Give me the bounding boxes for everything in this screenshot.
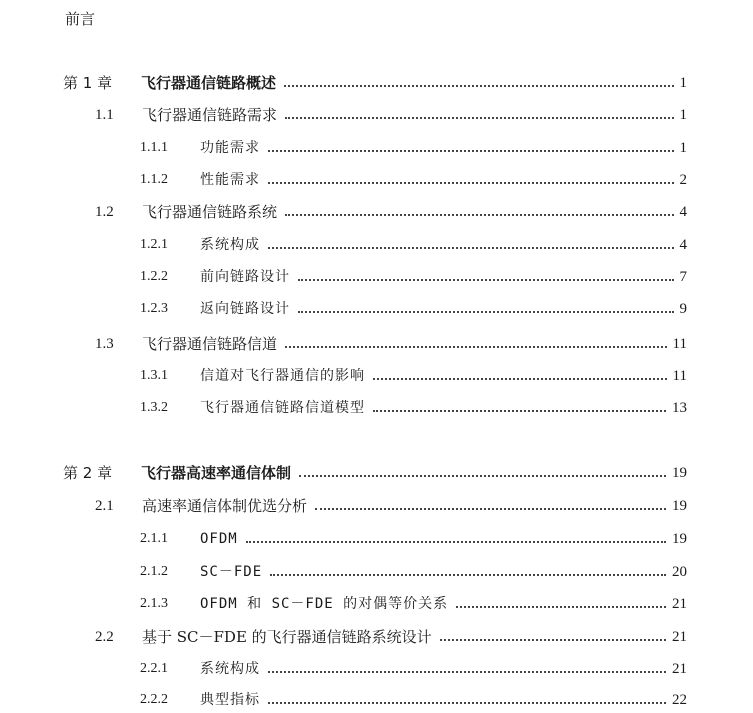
subsection-title: 功能需求	[200, 140, 260, 156]
page-number: 21	[672, 661, 687, 677]
dot-leader	[373, 397, 666, 419]
toc-subsection-2-2-2[interactable]	[140, 689, 687, 711]
subsection-number: 1.2.3	[140, 301, 168, 316]
page-number: 2	[679, 172, 687, 188]
subsection-number: 2.1.2	[140, 564, 168, 579]
page-number: 13	[672, 400, 687, 416]
subsection-number: 2.1.3	[140, 596, 168, 611]
dot-leader	[285, 104, 673, 126]
section-title: 飞行器通信链路系统	[142, 203, 278, 221]
subsection-title: 系统构成	[200, 661, 260, 677]
preface-heading[interactable]: 前言	[65, 10, 96, 28]
subsection-title: 性能需求	[200, 172, 260, 188]
section-title: 高速率通信体制优选分析	[142, 497, 308, 515]
chapter-number: 第 1 章	[63, 74, 113, 92]
subsection-title: OFDM 和 SC－FDE 的对偶等价关系	[200, 596, 449, 612]
page-number: 20	[672, 564, 687, 580]
toc-subsection-2-2-1[interactable]	[140, 658, 687, 680]
section-title: 基于 SC－FDE 的飞行器通信链路系统设计	[142, 628, 432, 646]
section-number: 1.3	[95, 336, 114, 352]
toc-chapter-2[interactable]	[63, 462, 687, 484]
page-number: 19	[672, 531, 687, 547]
dot-leader	[246, 528, 666, 550]
dot-leader	[456, 593, 666, 615]
subsection-title: 飞行器通信链路信道模型	[200, 400, 365, 416]
page-number: 1	[679, 107, 687, 123]
dot-leader	[268, 689, 666, 711]
page-number: 11	[672, 336, 687, 352]
subsection-number: 2.2.2	[140, 692, 168, 707]
dot-leader	[284, 72, 673, 94]
chapter-title: 飞行器通信链路概述	[141, 74, 277, 92]
toc-section-2-1[interactable]	[95, 495, 687, 517]
page-number: 7	[679, 269, 687, 285]
toc-subsection-2-1-2[interactable]	[140, 561, 687, 583]
dot-leader	[373, 365, 667, 387]
subsection-number: 2.2.1	[140, 661, 168, 676]
toc-section-1-2[interactable]	[95, 201, 687, 223]
toc-subsection-1-2-1[interactable]	[140, 234, 687, 256]
page-number: 9	[679, 301, 687, 317]
section-number: 2.2	[95, 629, 114, 645]
page-number: 11	[672, 368, 687, 384]
toc-subsection-1-1-1[interactable]	[140, 137, 687, 159]
section-number: 2.1	[95, 498, 114, 514]
subsection-title: 典型指标	[200, 692, 260, 708]
dot-leader	[299, 462, 666, 484]
toc-subsection-1-3-1[interactable]	[140, 365, 687, 387]
toc-section-1-3[interactable]	[95, 333, 687, 355]
dot-leader	[440, 626, 666, 648]
toc-subsection-1-3-2[interactable]	[140, 397, 687, 419]
toc-subsection-1-1-2[interactable]	[140, 169, 687, 191]
dot-leader	[268, 234, 674, 256]
dot-leader	[298, 266, 674, 288]
page-number: 19	[672, 465, 687, 481]
subsection-title: SC－FDE	[200, 564, 263, 580]
subsection-number: 2.1.1	[140, 531, 168, 546]
page-number: 4	[679, 237, 687, 253]
section-title: 飞行器通信链路需求	[142, 106, 278, 124]
dot-leader	[298, 298, 674, 320]
dot-leader	[285, 201, 673, 223]
section-number: 1.2	[95, 204, 114, 220]
page-number: 22	[672, 692, 687, 708]
toc-chapter-1[interactable]	[63, 72, 687, 94]
subsection-number: 1.3.1	[140, 368, 168, 383]
page-number: 1	[679, 75, 687, 91]
toc-section-1-1[interactable]	[95, 104, 687, 126]
subsection-number: 1.2.1	[140, 237, 168, 252]
toc-subsection-2-1-1[interactable]	[140, 528, 687, 550]
subsection-number: 1.3.2	[140, 400, 168, 415]
toc-subsection-1-2-3[interactable]	[140, 298, 687, 320]
toc-section-2-2[interactable]	[95, 626, 687, 648]
chapter-number: 第 2 章	[63, 464, 113, 482]
subsection-title: 系统构成	[200, 237, 260, 253]
chapter-title: 飞行器高速率通信体制	[141, 464, 292, 482]
dot-leader	[268, 169, 674, 191]
dot-leader	[270, 561, 666, 583]
section-number: 1.1	[95, 107, 114, 123]
subsection-number: 1.2.2	[140, 269, 168, 284]
page-number: 21	[672, 629, 687, 645]
subsection-title: 信道对飞行器通信的影响	[200, 368, 365, 384]
subsection-number: 1.1.1	[140, 140, 168, 155]
dot-leader	[315, 495, 666, 517]
subsection-title: OFDM	[200, 531, 238, 547]
subsection-title: 返向链路设计	[200, 301, 290, 317]
dot-leader	[268, 658, 666, 680]
section-title: 飞行器通信链路信道	[142, 335, 278, 353]
toc-subsection-1-2-2[interactable]	[140, 266, 687, 288]
subsection-title: 前向链路设计	[200, 269, 290, 285]
subsection-number: 1.1.2	[140, 172, 168, 187]
page-number: 21	[672, 596, 687, 612]
dot-leader	[268, 137, 674, 159]
page-number: 4	[679, 204, 687, 220]
page-number: 19	[672, 498, 687, 514]
toc-subsection-2-1-3[interactable]	[140, 593, 687, 615]
page-number: 1	[679, 140, 687, 156]
dot-leader	[285, 333, 667, 355]
